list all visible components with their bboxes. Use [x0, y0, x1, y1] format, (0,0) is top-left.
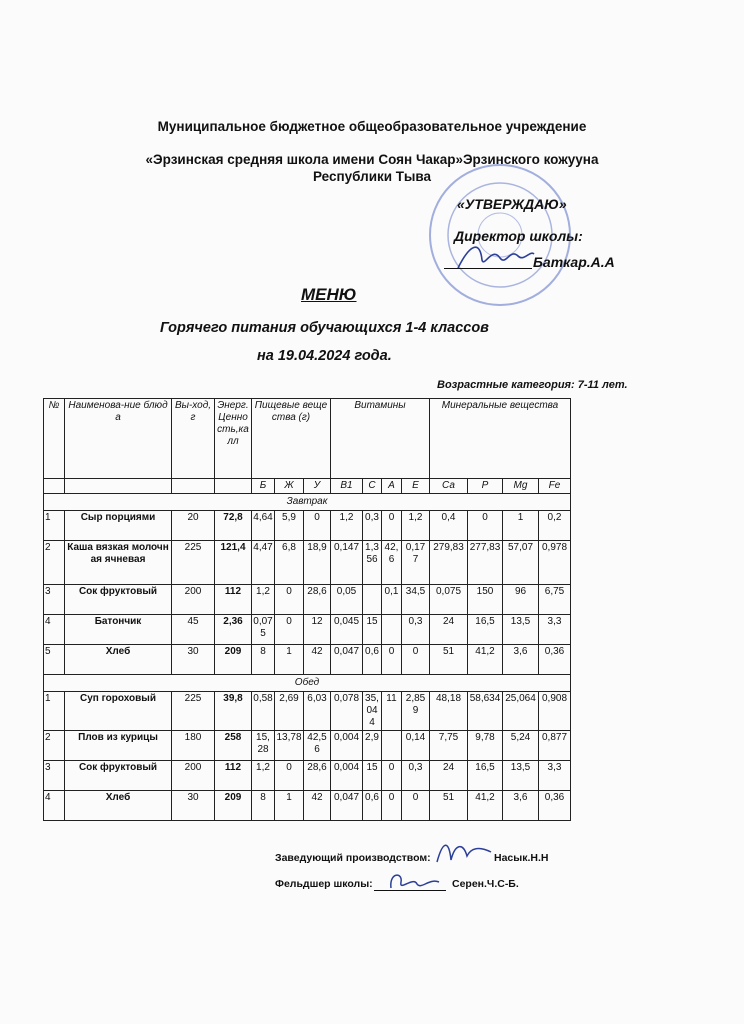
org-name-line2: «Эрзинская средняя школа имени Соян Чакар»Эрзинского кожууна [145, 152, 599, 167]
cell-mg: 3,6 [503, 645, 539, 675]
cell-b1: 0,004 [331, 731, 363, 761]
cell-name: Плов из курицы [65, 731, 172, 761]
cell-zh: 2,69 [275, 692, 304, 731]
cell-b1: 0,047 [331, 791, 363, 821]
cell-b1: 0,045 [331, 615, 363, 645]
cell-p: 150 [468, 585, 503, 615]
cell-b1: 1,2 [331, 511, 363, 541]
cell-ca: 24 [430, 761, 468, 791]
cell-n: 1 [44, 692, 65, 731]
subheader-cell: Fe [539, 479, 571, 494]
cell-e: 0,3 [402, 615, 430, 645]
col-num: № [44, 399, 65, 479]
cell-fe: 0,36 [539, 791, 571, 821]
cell-a: 0 [382, 791, 402, 821]
cell-b: 0,075 [252, 615, 275, 645]
cell-fe: 3,3 [539, 615, 571, 645]
cell-p: 41,2 [468, 645, 503, 675]
cell-n: 3 [44, 585, 65, 615]
cell-ca: 279,83 [430, 541, 468, 585]
medic-label: Фельдшер школы: [275, 878, 373, 890]
cell-ca: 51 [430, 645, 468, 675]
cell-ca: 0,4 [430, 511, 468, 541]
cell-mg: 5,24 [503, 731, 539, 761]
manager-label: Заведующий производством: [275, 852, 431, 864]
org-name-line3: Республики Тыва [312, 169, 432, 184]
cell-p: 58,634 [468, 692, 503, 731]
subheader-cell: Ж [275, 479, 304, 494]
cell-energy: 72,8 [215, 511, 252, 541]
cell-ca: 48,18 [430, 692, 468, 731]
cell-e: 0,14 [402, 731, 430, 761]
cell-u: 12 [304, 615, 331, 645]
org-name-line1: Муниципальное бюджетное общеобразовательное учреждение [157, 119, 587, 134]
cell-e: 34,5 [402, 585, 430, 615]
col-vitamins: Витамины [331, 399, 430, 479]
cell-name: Суп гороховый [65, 692, 172, 731]
approval-position: Директор школы: [454, 228, 583, 244]
cell-c: 15 [363, 615, 382, 645]
subheader-cell: А [382, 479, 402, 494]
cell-a [382, 731, 402, 761]
cell-a: 0,1 [382, 585, 402, 615]
cell-n: 2 [44, 541, 65, 585]
cell-fe: 6,75 [539, 585, 571, 615]
table-row [44, 731, 571, 761]
director-signature [452, 238, 537, 276]
cell-name: Хлеб [65, 791, 172, 821]
cell-e: 1,2 [402, 511, 430, 541]
cell-energy: 209 [215, 645, 252, 675]
cell-zh: 0 [275, 585, 304, 615]
cell-a: 11 [382, 692, 402, 731]
cell-name: Батончик [65, 615, 172, 645]
cell-yield: 45 [172, 615, 215, 645]
director-name: Баткар.А.А [533, 254, 615, 270]
cell-u: 42 [304, 645, 331, 675]
cell-u: 28,6 [304, 761, 331, 791]
cell-yield: 200 [172, 585, 215, 615]
cell-b: 0,58 [252, 692, 275, 731]
menu-table [43, 398, 571, 821]
cell-yield: 225 [172, 541, 215, 585]
table-row [44, 692, 571, 731]
cell-a: 0 [382, 645, 402, 675]
cell-p: 0 [468, 511, 503, 541]
cell-b1: 0,05 [331, 585, 363, 615]
cell-yield: 30 [172, 791, 215, 821]
cell-a: 42,6 [382, 541, 402, 585]
cell-fe: 0,908 [539, 692, 571, 731]
cell-a [382, 615, 402, 645]
cell-energy: 209 [215, 791, 252, 821]
table-row [44, 585, 571, 615]
cell-mg: 96 [503, 585, 539, 615]
cell-energy: 258 [215, 731, 252, 761]
section-lunch: Обед [44, 675, 571, 692]
col-yield: Вы-ход,г [172, 399, 215, 479]
medic-signature [385, 868, 443, 896]
cell-fe: 0,36 [539, 645, 571, 675]
cell-mg: 57,07 [503, 541, 539, 585]
cell-ca: 51 [430, 791, 468, 821]
cell-zh: 0 [275, 761, 304, 791]
cell-e: 0,177 [402, 541, 430, 585]
cell-e: 0 [402, 791, 430, 821]
cell-energy: 121,4 [215, 541, 252, 585]
cell-u: 6,03 [304, 692, 331, 731]
menu-date: на 19.04.2024 года. [257, 348, 392, 364]
cell-fe: 0,978 [539, 541, 571, 585]
subheader-cell: Б [252, 479, 275, 494]
manager-name: Насык.Н.Н [494, 852, 549, 864]
cell-yield: 200 [172, 761, 215, 791]
cell-b: 15, 28 [252, 731, 275, 761]
cell-b: 4,64 [252, 511, 275, 541]
cell-name: Сок фруктовый [65, 761, 172, 791]
col-energy: Энерг. Ценность,калл [215, 399, 252, 479]
cell-b: 8 [252, 791, 275, 821]
cell-b1: 0,147 [331, 541, 363, 585]
subheader-cell: Са [430, 479, 468, 494]
cell-c: 35,044 [363, 692, 382, 731]
cell-e: 2,859 [402, 692, 430, 731]
cell-b1: 0,004 [331, 761, 363, 791]
cell-c: 0,3 [363, 511, 382, 541]
cell-yield: 20 [172, 511, 215, 541]
cell-yield: 225 [172, 692, 215, 731]
cell-c: 0,6 [363, 645, 382, 675]
cell-p: 9,78 [468, 731, 503, 761]
cell-c: 1,356 [363, 541, 382, 585]
cell-ca: 0,075 [430, 585, 468, 615]
cell-u: 18,9 [304, 541, 331, 585]
cell-mg: 3,6 [503, 791, 539, 821]
cell-p: 41,2 [468, 791, 503, 821]
table-row [44, 541, 571, 585]
cell-name: Каша вязкая молочная ячневая [65, 541, 172, 585]
subheader-cell: Mg [503, 479, 539, 494]
cell-energy: 2,36 [215, 615, 252, 645]
cell-a: 0 [382, 511, 402, 541]
cell-mg: 13,5 [503, 615, 539, 645]
cell-zh: 0 [275, 615, 304, 645]
cell-zh: 5,9 [275, 511, 304, 541]
cell-zh: 1 [275, 791, 304, 821]
cell-p: 277,83 [468, 541, 503, 585]
age-category: Возрастные категория: 7-11 лет. [437, 379, 628, 391]
cell-e: 0 [402, 645, 430, 675]
cell-b: 1,2 [252, 761, 275, 791]
cell-ca: 24 [430, 615, 468, 645]
cell-n: 4 [44, 791, 65, 821]
cell-n: 1 [44, 511, 65, 541]
cell-b1: 0,047 [331, 645, 363, 675]
cell-name: Сыр порциями [65, 511, 172, 541]
section-breakfast: Завтрак [44, 494, 571, 511]
table-row [44, 791, 571, 821]
cell-mg: 25,064 [503, 692, 539, 731]
cell-u: 0 [304, 511, 331, 541]
subheader-cell: В1 [331, 479, 363, 494]
cell-name: Сок фруктовый [65, 585, 172, 615]
cell-b: 1,2 [252, 585, 275, 615]
cell-c: 15 [363, 761, 382, 791]
cell-n: 3 [44, 761, 65, 791]
cell-energy: 39,8 [215, 692, 252, 731]
cell-c: 0,6 [363, 791, 382, 821]
col-nutrients: Пищевые вещества (г) [252, 399, 331, 479]
subheader-cell: С [363, 479, 382, 494]
cell-fe: 0,2 [539, 511, 571, 541]
subheader-cell: Р [468, 479, 503, 494]
cell-yield: 30 [172, 645, 215, 675]
col-dish-name: Наименова-ние блюда [65, 399, 172, 479]
cell-n: 5 [44, 645, 65, 675]
cell-zh: 13,78 [275, 731, 304, 761]
cell-e: 0,3 [402, 761, 430, 791]
cell-n: 2 [44, 731, 65, 761]
subheader-row [44, 479, 571, 494]
menu-subtitle: Горячего питания обучающихся 1-4 классов [160, 320, 489, 336]
table-row [44, 645, 571, 675]
cell-yield: 180 [172, 731, 215, 761]
cell-a: 0 [382, 761, 402, 791]
cell-mg: 13,5 [503, 761, 539, 791]
cell-name: Хлеб [65, 645, 172, 675]
cell-c [363, 585, 382, 615]
cell-u: 28,6 [304, 585, 331, 615]
cell-b: 8 [252, 645, 275, 675]
approval-title: «УТВЕРЖДАЮ» [457, 196, 567, 212]
cell-mg: 1 [503, 511, 539, 541]
cell-p: 16,5 [468, 615, 503, 645]
cell-c: 2,9 [363, 731, 382, 761]
cell-zh: 1 [275, 645, 304, 675]
col-minerals: Минеральные вещества [430, 399, 571, 479]
menu-title: МЕНЮ [301, 285, 357, 304]
cell-fe: 0,877 [539, 731, 571, 761]
subheader-cell: У [304, 479, 331, 494]
cell-ca: 7,75 [430, 731, 468, 761]
cell-u: 42,56 [304, 731, 331, 761]
cell-p: 16,5 [468, 761, 503, 791]
medic-name: Серен.Ч.С-Б. [452, 878, 519, 890]
cell-u: 42 [304, 791, 331, 821]
cell-n: 4 [44, 615, 65, 645]
cell-b: 4,47 [252, 541, 275, 585]
table-row [44, 615, 571, 645]
cell-zh: 6,8 [275, 541, 304, 585]
manager-signature [433, 836, 495, 870]
cell-energy: 112 [215, 585, 252, 615]
cell-b1: 0,078 [331, 692, 363, 731]
cell-fe: 3,3 [539, 761, 571, 791]
cell-energy: 112 [215, 761, 252, 791]
table-row [44, 761, 571, 791]
subheader-cell: Е [402, 479, 430, 494]
table-row [44, 511, 571, 541]
